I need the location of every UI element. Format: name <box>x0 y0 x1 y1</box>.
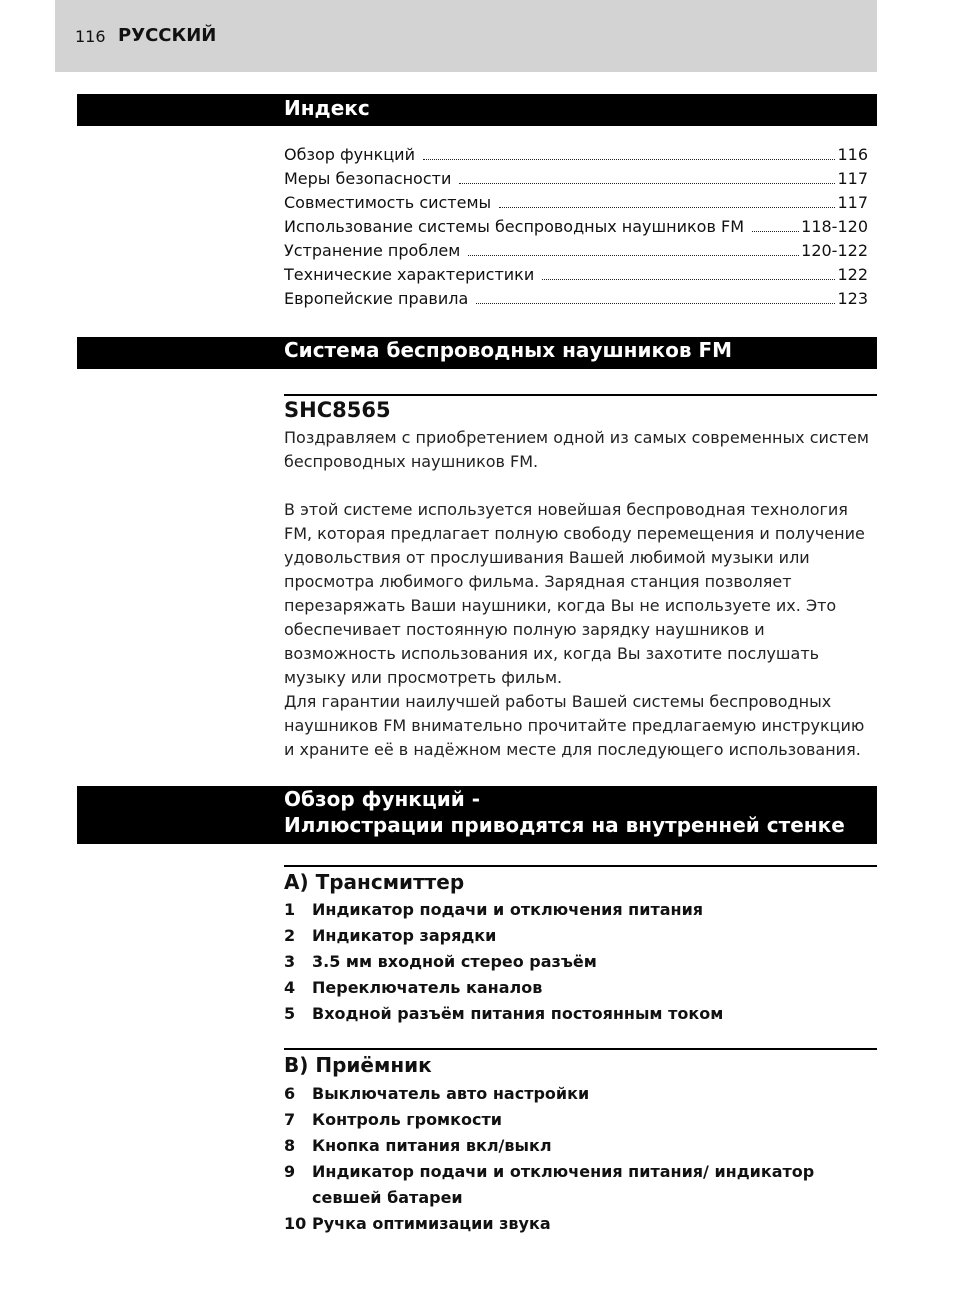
item-text: Индикатор подачи и отключения питания <box>312 900 704 919</box>
list-item <box>284 897 877 923</box>
toc-entry[interactable] <box>284 169 868 193</box>
toc-entry-title: Совместимость системы <box>284 193 492 212</box>
list-item <box>284 1159 877 1211</box>
receiver-heading: B) Приёмник <box>284 1053 432 1077</box>
overview-heading-bar <box>77 786 877 844</box>
list-item <box>284 1107 877 1133</box>
item-text: Ручка оптимизации звука <box>312 1214 551 1233</box>
item-number: 6 <box>284 1084 296 1103</box>
toc-leader-dots <box>468 255 799 256</box>
toc-entry[interactable] <box>284 265 868 289</box>
transmitter-heading: A) Трансмиттер <box>284 870 465 894</box>
toc-entry-page: 123 <box>837 289 868 308</box>
item-text: Выключатель авто настройки <box>312 1084 590 1103</box>
list-item <box>284 1133 877 1159</box>
toc-entry-page: 118-120 <box>801 217 868 236</box>
toc-leader-dots <box>423 159 835 160</box>
toc-entry-page: 117 <box>837 193 868 212</box>
transmitter-parts-list <box>284 897 877 1027</box>
toc-entry-title: Меры безопасности <box>284 169 452 188</box>
toc-entry-page: 122 <box>837 265 868 284</box>
toc-entry[interactable] <box>284 241 868 265</box>
item-text: Входной разъём питания постоянным током <box>312 1004 724 1023</box>
section-divider <box>284 394 877 396</box>
item-number: 9 <box>284 1162 296 1181</box>
toc-leader-dots <box>752 231 799 232</box>
item-number: 3 <box>284 952 296 971</box>
toc-entry[interactable] <box>284 289 868 313</box>
receiver-parts-list <box>284 1081 877 1237</box>
item-number: 4 <box>284 978 296 997</box>
language-label: РУССКИЙ <box>118 25 217 46</box>
list-item <box>284 975 877 1001</box>
section-divider <box>284 865 877 867</box>
toc-entry-title: Технические характеристики <box>284 265 535 284</box>
item-number: 5 <box>284 1004 296 1023</box>
toc-entry-title: Европейские правила <box>284 289 469 308</box>
toc-leader-dots <box>542 279 835 280</box>
model-heading: SHC8565 <box>284 398 391 422</box>
item-text: Контроль громкости <box>312 1110 502 1129</box>
toc-entry-title: Устранение проблем <box>284 241 461 260</box>
page-number: 116 <box>75 27 106 46</box>
toc-entry[interactable] <box>284 145 868 169</box>
list-item <box>284 1001 877 1027</box>
toc-entry-page: 116 <box>837 145 868 164</box>
index-heading-bar <box>77 94 877 126</box>
item-number: 2 <box>284 926 296 945</box>
toc-entry-title: Обзор функций <box>284 145 415 164</box>
system-heading-bar <box>77 337 877 369</box>
index-heading: Индекс <box>284 96 370 120</box>
item-number: 8 <box>284 1136 296 1155</box>
item-text: Кнопка питания вкл/выкл <box>312 1136 552 1155</box>
toc-entry[interactable] <box>284 193 868 217</box>
intro-paragraph: Поздравляем с приобретением одной из самых современных систем беспроводных наушников FM. <box>284 428 869 471</box>
page-header <box>55 0 877 72</box>
list-item <box>284 1081 877 1107</box>
item-number: 7 <box>284 1110 296 1129</box>
toc-entry-page: 120-122 <box>801 241 868 260</box>
toc-entry-page: 117 <box>837 169 868 188</box>
overview-heading-line2: Иллюстрации приводятся на внутренней стенке <box>284 813 845 837</box>
technology-paragraph: В этой системе используется новейшая беспроводная технология FM, которая предлагает полную свободу перемещения и получение удовольствия от прослушивания Вашей любимой музыки или просмотра любимого фильма. Зарядная станция позволяет перезаряжать Ваши наушники, когда Вы не используете их. Это обеспечивает постоянную полную зарядку наушников и возможность использования их, когда Вы захотите послушать музыку или просмотреть фильм. <box>284 500 865 687</box>
advice-paragraph: Для гарантии наилучшей работы Вашей системы беспроводных наушников FM внимательно прочитайте предлагаемую инструкцию и храните её в надёжном месте для последующего использования. <box>284 692 865 759</box>
toc-entry[interactable] <box>284 217 868 241</box>
item-text: Индикатор подачи и отключения питания/ индикатор севшей батареи <box>312 1162 815 1207</box>
item-text: Переключатель каналов <box>312 978 543 997</box>
overview-heading-line1: Обзор функций - <box>284 787 480 811</box>
system-heading: Система беспроводных наушников FM <box>284 338 733 362</box>
toc-entry-title: Использование системы беспроводных наушников FM <box>284 217 744 236</box>
toc-leader-dots <box>499 207 835 208</box>
table-of-contents <box>284 145 868 313</box>
item-text: Индикатор зарядки <box>312 926 497 945</box>
item-number: 10 <box>284 1214 307 1233</box>
toc-leader-dots <box>476 303 835 304</box>
toc-leader-dots <box>459 183 835 184</box>
list-item <box>284 1211 877 1237</box>
item-text: 3.5 мм входной стерео разъём <box>312 952 597 971</box>
item-number: 1 <box>284 900 296 919</box>
list-item <box>284 949 877 975</box>
section-divider <box>284 1048 877 1050</box>
list-item <box>284 923 877 949</box>
